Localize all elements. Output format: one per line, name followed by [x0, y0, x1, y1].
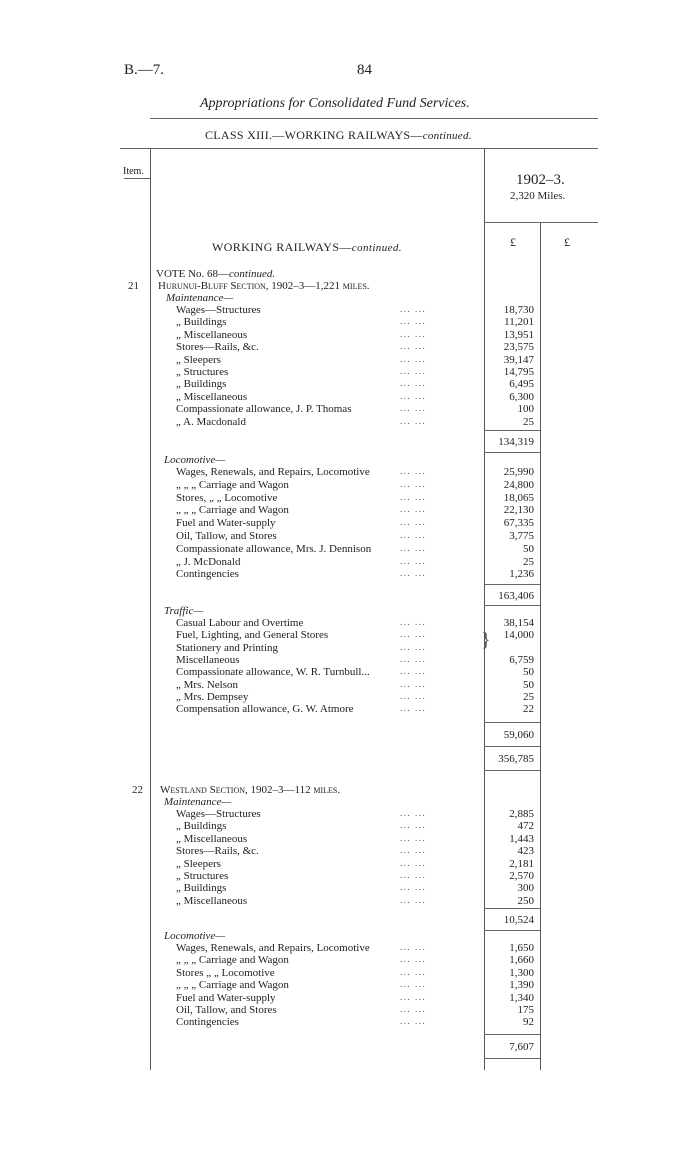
ledger-row-label: „ J. McDonald [176, 555, 241, 568]
ledger-row [0, 679, 700, 691]
vote-main: VOTE No. 68— [156, 268, 230, 280]
ledger-row-label: Oil, Tallow, and Stores [176, 1004, 277, 1016]
item21-grand-total-rule [484, 770, 540, 771]
ledger-row-label: „ Buildings [176, 378, 227, 391]
vote-cont: continued. [229, 268, 276, 280]
ledger-row-amount: 1,390 [509, 979, 534, 992]
ledger-row [0, 617, 700, 629]
item21-maint-total-rule [484, 452, 540, 453]
item21-loco-total: 163,406 [498, 590, 534, 602]
ledger-row-amount: 1,443 [509, 832, 534, 845]
ledger-row [0, 391, 700, 403]
ledger-row [0, 858, 700, 870]
ledger-row [0, 543, 700, 555]
leader-dots: ... ... [400, 653, 427, 664]
ledger-row-label: Stationery and Printing [176, 641, 279, 654]
item22-loco-total: 7,607 [509, 1041, 534, 1053]
leader-dots: ... ... [400, 617, 427, 627]
item21-locomotive-label: Locomotive— [164, 454, 226, 466]
ledger-row [0, 942, 700, 954]
pound-sign-2: £ [564, 235, 570, 249]
ledger-row [0, 479, 700, 491]
leader-dots: ... ... [400, 666, 427, 677]
ledger-row-amount: 13,951 [503, 328, 534, 341]
ledger-row-amount: 1,650 [509, 942, 534, 954]
ledger-row-amount: 92 [523, 1016, 534, 1029]
ledger-row [0, 967, 700, 979]
ledger-row-label: Wages—Structures [176, 304, 261, 316]
leader-dots: ... ... [400, 991, 427, 1002]
ledger-row [0, 808, 700, 820]
ledger-row-label: „ „ „ Carriage and Wagon [176, 478, 289, 491]
amount-col-left-rule [484, 148, 485, 1070]
ledger-row-label: Stores—Rails, &c. [176, 341, 259, 354]
leader-dots: ... ... [400, 466, 427, 476]
leader-dots: ... ... [400, 353, 427, 364]
ledger-row-amount: 3,775 [509, 530, 534, 542]
item21-traffic-sum-rule [484, 722, 540, 723]
section-title [212, 240, 402, 255]
item22-maint-total-rule [484, 930, 540, 931]
table-top-rule [120, 148, 598, 149]
ledger-row-label: „ Buildings [176, 820, 227, 833]
ledger-row [0, 378, 700, 390]
ledger-row-label: Stores, „ „ Locomotive [176, 491, 278, 504]
miles-heading: 2,320 Miles. [510, 190, 566, 202]
section-title-cont: continued. [351, 242, 402, 254]
ledger-row [0, 833, 700, 845]
class-heading-cont: continued. [422, 130, 472, 142]
leader-dots: ... ... [400, 341, 427, 352]
ledger-row-amount: 11,201 [504, 316, 534, 329]
item-number-21: 21 [128, 280, 139, 292]
ledger-row-label: „ Mrs. Nelson [176, 678, 239, 691]
ledger-row-amount: 250 [517, 894, 534, 907]
ledger-row-amount: 6,759 [509, 653, 534, 666]
leader-dots: ... ... [400, 966, 427, 977]
ledger-row-label: „ Miscellaneous [176, 328, 248, 341]
item-column-label: Item. [123, 166, 144, 177]
ledger-row-amount: 38,154 [503, 617, 534, 629]
ledger-row-label: Fuel and Water-supply [176, 991, 276, 1004]
item21-maintenance-label: Maintenance— [166, 292, 234, 304]
ledger-row [0, 416, 700, 428]
ledger-row-amount: 1,236 [509, 568, 534, 581]
leader-dots: ... ... [400, 845, 427, 856]
ledger-row-amount: 50 [523, 678, 534, 691]
ledger-row-amount: 472 [517, 820, 534, 833]
leader-dots: ... ... [400, 820, 427, 831]
ledger-row-amount: 23,575 [503, 341, 534, 354]
item22-maint-sum-rule [484, 908, 540, 909]
leader-dots: ... ... [400, 678, 427, 689]
ledger-row-label: Wages, Renewals, and Repairs, Locomotive [176, 942, 370, 954]
ledger-row-label: Casual Labour and Overtime [176, 617, 304, 629]
ledger-row-label: „ Miscellaneous [176, 894, 248, 907]
ledger-row [0, 492, 700, 504]
leader-dots: ... ... [400, 1016, 427, 1027]
ledger-row [0, 568, 700, 580]
leader-dots: ... ... [400, 1004, 427, 1014]
ledger-row-amount: 1,660 [509, 954, 534, 967]
leader-dots: ... ... [400, 378, 427, 389]
ledger-row-amount: 2,885 [509, 808, 534, 820]
ledger-row-label: Compassionate allowance, Mrs. J. Dennison [176, 542, 372, 555]
ledger-row-label: „ Miscellaneous [176, 832, 248, 845]
item-number-22: 22 [132, 784, 143, 796]
leader-dots: ... ... [400, 555, 427, 566]
ledger-row [0, 629, 700, 641]
ledger-row-label: „ Buildings [176, 882, 227, 895]
item21-maint-total: 134,319 [498, 436, 534, 448]
ledger-row [0, 845, 700, 857]
ledger-row-amount: 1,340 [509, 991, 534, 1004]
ledger-row-amount: 25,990 [503, 466, 534, 478]
ledger-row [0, 504, 700, 516]
leader-dots: ... ... [400, 568, 427, 579]
item21-grand-total: 356,785 [498, 753, 534, 765]
leader-dots: ... ... [400, 629, 427, 640]
ledger-row [0, 895, 700, 907]
ledger-row-label: Stores „ „ Locomotive [176, 966, 275, 979]
ledger-row-amount: 6,495 [509, 378, 534, 391]
ledger-row [0, 979, 700, 991]
leader-dots: ... ... [400, 870, 427, 880]
page-title: Appropriations for Consolidated Fund Services. [200, 96, 470, 111]
ledger-row-amount: 22 [523, 703, 534, 716]
ledger-row [0, 1004, 700, 1016]
page-number: 84 [357, 62, 372, 78]
ledger-row [0, 366, 700, 378]
ledger-row-amount: 1,300 [509, 966, 534, 979]
leader-dots: ... ... [400, 316, 427, 327]
item21-maint-sum-rule [484, 430, 540, 431]
ledger-row-label: „ Sleepers [176, 353, 221, 366]
leader-dots: ... ... [400, 979, 427, 990]
leader-dots: ... ... [400, 504, 427, 515]
ledger-row [0, 654, 700, 666]
ledger-row-label: „ Miscellaneous [176, 390, 248, 403]
leader-dots: ... ... [400, 390, 427, 401]
ledger-row-label: Compassionate allowance, J. P. Thomas [176, 403, 352, 416]
ledger-row-amount: 39,147 [503, 353, 534, 366]
item22-maintenance-label: Maintenance— [164, 796, 232, 808]
ledger-row-amount: 100 [517, 403, 534, 416]
ledger-row-amount: 6,300 [509, 390, 534, 403]
leader-dots: ... ... [400, 328, 427, 339]
ledger-row-label: Wages, Renewals, and Repairs, Locomotive [176, 466, 370, 478]
ledger-row [0, 304, 700, 316]
ledger-row-amount: 22,130 [503, 504, 534, 517]
ledger-row-amount: 2,570 [509, 870, 534, 882]
ledger-row-label: Fuel and Water-supply [176, 517, 276, 530]
ledger-row [0, 329, 700, 341]
ledger-row [0, 341, 700, 353]
ledger-row [0, 642, 700, 654]
leader-dots: ... ... [400, 882, 427, 893]
ledger-row-label: Compensation allowance, G. W. Atmore [176, 703, 354, 716]
leader-dots: ... ... [400, 808, 427, 818]
ledger-row-label: „ A. Macdonald [176, 415, 246, 428]
leader-dots: ... ... [400, 542, 427, 553]
ledger-row-label: Compassionate allowance, W. R. Turnbull... [176, 666, 370, 679]
ledger-row-label: Contingencies [176, 1016, 239, 1029]
ledger-row [0, 517, 700, 529]
leader-dots: ... ... [400, 690, 427, 701]
page-ref: B.—7. [124, 62, 165, 78]
ledger-row-label: „ Buildings [176, 316, 227, 329]
item-label-rule [124, 178, 150, 179]
ledger-row-amount: 25 [523, 555, 534, 568]
ledger-row [0, 1016, 700, 1028]
item22-loco-total-rule [484, 1058, 540, 1059]
ledger-row-label: „ „ „ Carriage and Wagon [176, 504, 289, 517]
class-heading [205, 128, 472, 143]
ledger-row-amount: 14,000 [503, 629, 534, 642]
ledger-row-amount: 50 [523, 542, 534, 555]
ledger-row [0, 820, 700, 832]
bracket-mark: } [481, 629, 491, 651]
item21-loco-total-rule [484, 605, 540, 606]
year-heading: 1902–3. [516, 172, 565, 188]
ledger-row-amount: 423 [517, 845, 534, 858]
ledger-row-label: „ Mrs. Dempsey [176, 690, 249, 703]
ledger-row [0, 870, 700, 882]
ledger-row-amount: 14,795 [503, 366, 534, 378]
ledger-row-label: Miscellaneous [176, 653, 240, 666]
ledger-row-label: „ Sleepers [176, 857, 221, 870]
leader-dots: ... ... [400, 703, 427, 714]
item-col-rule [150, 148, 151, 1070]
leader-dots: ... ... [400, 304, 427, 314]
ledger-row [0, 691, 700, 703]
class-heading-main: CLASS XIII.—WORKING RAILWAYS— [205, 128, 423, 142]
item21-traffic-label: Traffic— [164, 605, 204, 617]
leader-dots: ... ... [400, 478, 427, 489]
section-title-main: WORKING RAILWAYS— [212, 240, 352, 254]
pound-sign-1: £ [510, 235, 516, 249]
ledger-row [0, 403, 700, 415]
ledger-row-amount: 175 [517, 1004, 534, 1016]
ledger-row-amount: 25 [523, 690, 534, 703]
ledger-row [0, 354, 700, 366]
ledger-row-label: Contingencies [176, 568, 239, 581]
item22-loco-sum-rule [484, 1034, 540, 1035]
ledger-row-amount: 24,800 [503, 478, 534, 491]
item21-traffic-total-rule [484, 746, 540, 747]
leader-dots: ... ... [400, 894, 427, 905]
title-rule [150, 118, 598, 119]
leader-dots: ... ... [400, 415, 427, 426]
ledger-row [0, 703, 700, 715]
ledger-row-amount: 300 [517, 882, 534, 895]
leader-dots: ... ... [400, 491, 427, 502]
ledger-row [0, 666, 700, 678]
leader-dots: ... ... [400, 530, 427, 540]
ledger-row-amount: 50 [523, 666, 534, 679]
ledger-row-label: „ „ „ Carriage and Wagon [176, 954, 289, 967]
leader-dots: ... ... [400, 403, 427, 414]
vote-heading [156, 268, 275, 280]
ledger-row-label: Oil, Tallow, and Stores [176, 530, 277, 542]
ledger-row-amount: 18,730 [503, 304, 534, 316]
ledger-row-label: „ „ „ Carriage and Wagon [176, 979, 289, 992]
item21-traffic-total: 59,060 [503, 729, 534, 741]
item22-locomotive-label: Locomotive— [164, 930, 226, 942]
item21-heading: Hurunui-Bluff Section, 1902–3—1,221 miles. [158, 280, 370, 292]
year-header-rule [484, 222, 598, 223]
ledger-row [0, 530, 700, 542]
leader-dots: ... ... [400, 366, 427, 376]
ledger-row [0, 882, 700, 894]
leader-dots: ... ... [400, 517, 427, 528]
ledger-row [0, 954, 700, 966]
leader-dots: ... ... [400, 857, 427, 868]
ledger-row-amount: 2,181 [509, 857, 534, 870]
ledger-row [0, 992, 700, 1004]
ledger-row-amount: 67,335 [503, 517, 534, 530]
item21-loco-sum-rule [484, 584, 540, 585]
ledger-row [0, 556, 700, 568]
ledger-row [0, 316, 700, 328]
item22-maint-total: 10,524 [503, 914, 534, 926]
ledger-row-label: Wages—Structures [176, 808, 261, 820]
leader-dots: ... ... [400, 641, 427, 652]
ledger-row-label: „ Structures [176, 366, 229, 378]
ledger-row-label: „ Structures [176, 870, 229, 882]
ledger-row-label: Fuel, Lighting, and General Stores [176, 629, 329, 642]
leader-dots: ... ... [400, 832, 427, 843]
leader-dots: ... ... [400, 954, 427, 965]
ledger-row [0, 466, 700, 478]
ledger-row-amount: 18,065 [503, 491, 534, 504]
leader-dots: ... ... [400, 942, 427, 952]
ledger-row-label: Stores—Rails, &c. [176, 845, 259, 858]
item22-heading: Westland Section, 1902–3—112 miles. [160, 784, 341, 796]
ledger-row-amount: 25 [523, 415, 534, 428]
